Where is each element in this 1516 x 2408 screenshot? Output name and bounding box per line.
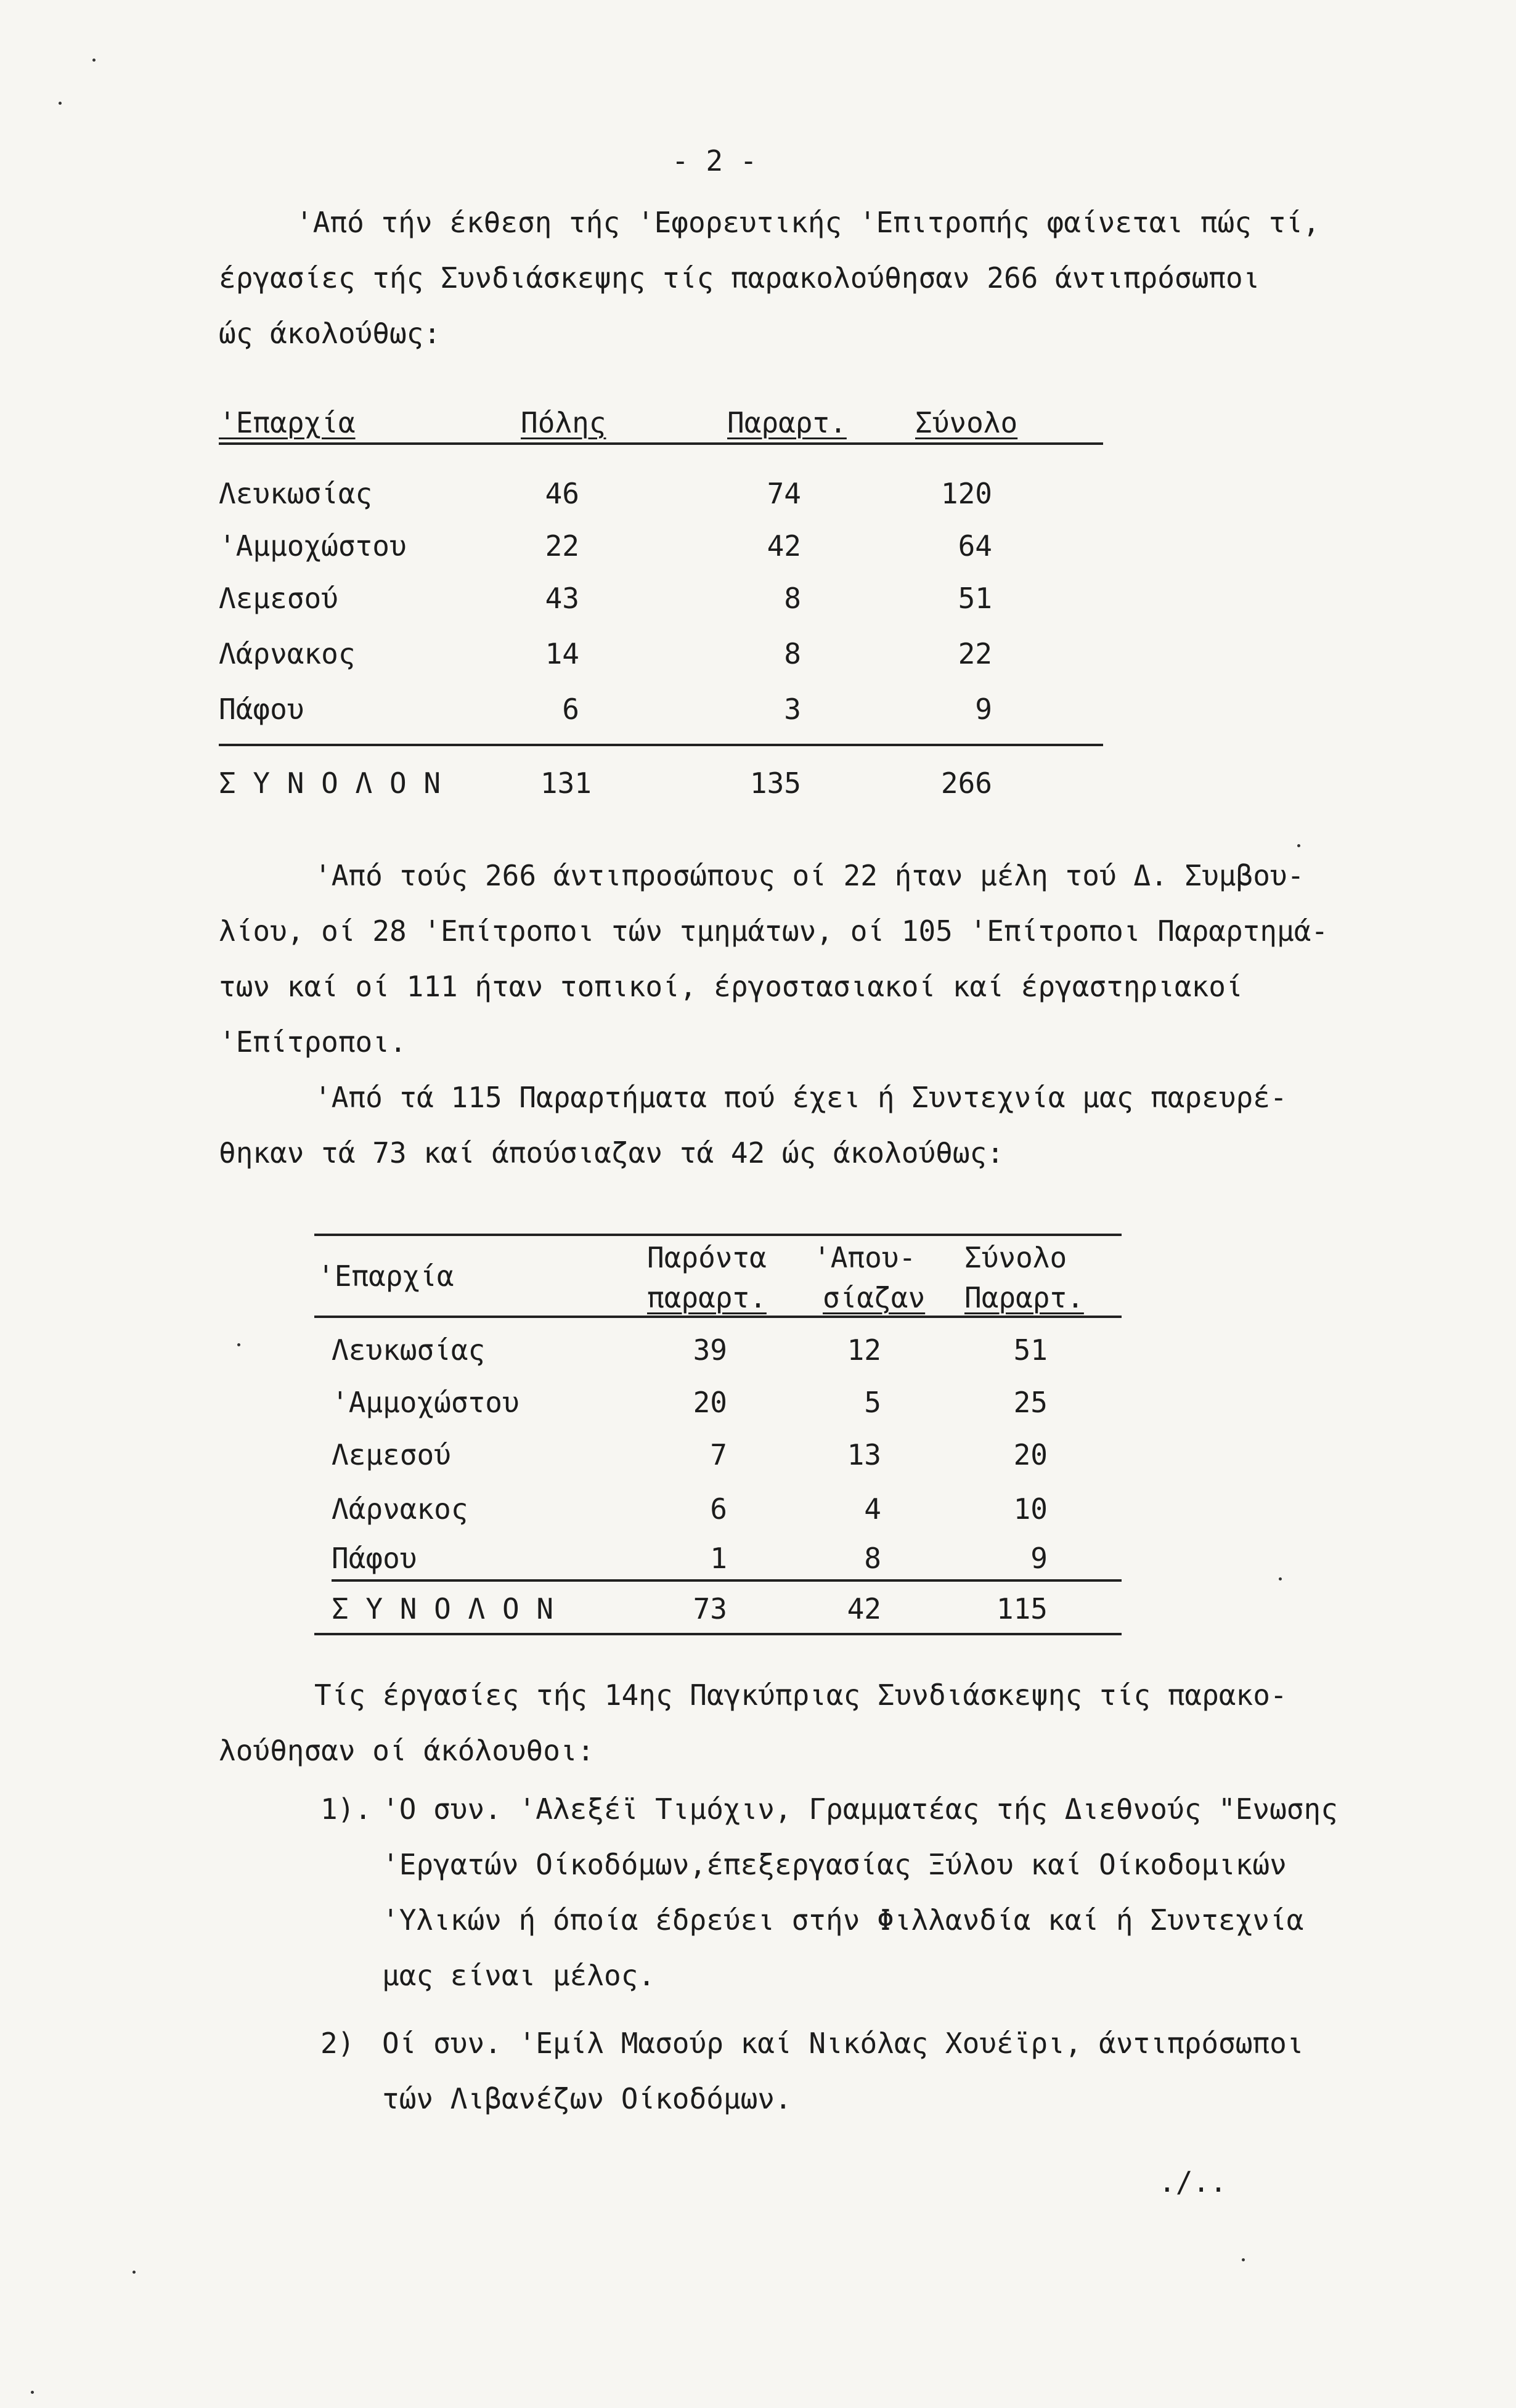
scan-speck bbox=[132, 2271, 136, 2274]
table1-row-4-province: Λάρνακος bbox=[219, 637, 356, 670]
table1-row-5-total: 9 bbox=[975, 693, 992, 726]
para2-line-2: λίου, οί 28 'Επίτροποι τών τμημάτων, οί 105 'Επίτροποι Παραρτημά- bbox=[219, 914, 1329, 948]
table2-row-3-total: 20 bbox=[1013, 1438, 1048, 1471]
list-item-1-line-4: μας είναι μέλος. bbox=[382, 1959, 656, 1992]
continuation-mark: ./.. bbox=[1159, 2165, 1227, 2199]
table2-row-1-absent: 12 bbox=[847, 1333, 881, 1367]
table2-top-rule bbox=[314, 1234, 1122, 1236]
table1-header-branches: Παραρτ. bbox=[727, 406, 847, 439]
table1-total-total: 266 bbox=[940, 767, 992, 800]
table2-row-4-total: 10 bbox=[1013, 1492, 1048, 1526]
table1-row-2-province: 'Αμμοχώστου bbox=[219, 529, 407, 563]
scan-speck bbox=[1279, 1577, 1282, 1580]
list-item-1-marker: 1). bbox=[320, 1792, 372, 1826]
table2-total-total: 115 bbox=[996, 1592, 1048, 1625]
table2-pre-total-rule bbox=[332, 1579, 1122, 1582]
list-item-1-line-2: 'Εργατών Οίκοδόμων,έπεξεργασίας Ξύλου καί Οίκοδομικών bbox=[382, 1848, 1287, 1881]
table1-total-rule bbox=[219, 744, 1103, 746]
intro-line-2: έργασίες τής Συνδιάσκεψης τίς παρακολούθησαν 266 άντιπρόσωποι bbox=[219, 261, 1260, 295]
table2-header-present-2: παραρτ. bbox=[647, 1281, 767, 1314]
table2-bottom-rule bbox=[314, 1633, 1122, 1635]
table2-header-absent-1: 'Απου- bbox=[813, 1241, 916, 1274]
table1-row-2-total: 64 bbox=[958, 529, 992, 563]
table1-row-1-total: 120 bbox=[940, 477, 992, 510]
table1-row-5-province: Πάφου bbox=[219, 693, 304, 726]
intro-line-3: ώς άκολούθως: bbox=[219, 317, 441, 350]
table1-total-city: 131 bbox=[540, 767, 592, 800]
scan-speck bbox=[92, 59, 96, 62]
table1-row-1-branches: 74 bbox=[767, 477, 801, 510]
para2-line-4: 'Επίτροποι. bbox=[219, 1025, 407, 1059]
page-number: - 2 - bbox=[672, 144, 757, 177]
table2-row-3-absent: 13 bbox=[847, 1438, 881, 1471]
table2-header-total-1: Σύνολο bbox=[964, 1241, 1067, 1274]
para3-line-2: θηκαν τά 73 καί άπούσιαζαν τά 42 ώς άκολούθως: bbox=[219, 1136, 1004, 1169]
table1-row-5-branches: 3 bbox=[784, 693, 801, 726]
list-item-2-line-1: Οί συν. 'Εμίλ Μασούρ καί Νικόλας Χουέϊρι, άντιπρόσωποι bbox=[382, 2027, 1304, 2060]
table1-row-1-city: 46 bbox=[545, 477, 579, 510]
table2-row-1-present: 39 bbox=[693, 1333, 727, 1367]
para2-line-1: 'Από τούς 266 άντιπροσώπους οί 22 ήταν μέλη τού Δ. Συμβου- bbox=[314, 859, 1305, 892]
scan-speck bbox=[1242, 2258, 1245, 2261]
table2-row-1-province: Λευκωσίας bbox=[332, 1333, 486, 1367]
table2-row-3-province: Λεμεσού bbox=[332, 1438, 451, 1471]
para2-line-3: των καί οί 111 ήταν τοπικοί, έργοστασιακοί καί έργαστηριακοί bbox=[219, 970, 1243, 1003]
table1-row-1-province: Λευκωσίας bbox=[219, 477, 373, 510]
list-item-1-line-1: 'Ο συν. 'Αλεξέϊ Τιμόχιν, Γραμματέας τής Διεθνούς "Ενωσης bbox=[382, 1792, 1338, 1826]
table2-total-absent: 42 bbox=[847, 1592, 881, 1625]
scan-speck bbox=[31, 2391, 34, 2394]
table2-row-2-province: 'Αμμοχώστου bbox=[332, 1386, 520, 1419]
table2-row-2-total: 25 bbox=[1013, 1386, 1048, 1419]
table1-row-2-branches: 42 bbox=[767, 529, 801, 563]
table2-header-total-2: Παραρτ. bbox=[964, 1281, 1084, 1314]
para4-line-1: Τίς έργασίες τής 14ης Παγκύπριας Συνδιάσκεψης τίς παρακο- bbox=[314, 1678, 1287, 1712]
para3-line-1: 'Από τά 115 Παραρτήματα πού έχει ή Συντεχνία μας παρευρέ- bbox=[314, 1081, 1287, 1114]
list-item-2-line-2: τών Λιβανέζων Οίκοδόμων. bbox=[382, 2082, 792, 2115]
table2-total-label: Σ Υ Ν Ο Λ Ο Ν bbox=[332, 1592, 554, 1625]
table1-row-5-city: 6 bbox=[562, 693, 579, 726]
table2-row-3-present: 7 bbox=[710, 1438, 727, 1471]
table1-row-3-city: 43 bbox=[545, 582, 579, 615]
table2-row-5-absent: 8 bbox=[864, 1542, 881, 1575]
para4-line-2: λούθησαν οί άκόλουθοι: bbox=[219, 1734, 595, 1767]
table2-row-4-absent: 4 bbox=[864, 1492, 881, 1526]
scan-speck bbox=[1297, 844, 1300, 847]
table1-row-3-branches: 8 bbox=[784, 582, 801, 615]
table2-row-1-total: 51 bbox=[1013, 1333, 1048, 1367]
scan-speck bbox=[59, 102, 62, 105]
table1-total-branches: 135 bbox=[749, 767, 801, 800]
table2-row-5-present: 1 bbox=[710, 1542, 727, 1575]
table1-header-rule bbox=[219, 442, 1103, 445]
table2-row-4-province: Λάρνακος bbox=[332, 1492, 468, 1526]
table2-row-5-province: Πάφου bbox=[332, 1542, 417, 1575]
table2-row-2-present: 20 bbox=[693, 1386, 727, 1419]
table2-row-2-absent: 5 bbox=[864, 1386, 881, 1419]
table2-header-rule bbox=[314, 1316, 1122, 1318]
table2-row-4-present: 6 bbox=[710, 1492, 727, 1526]
scan-speck bbox=[237, 1343, 240, 1346]
intro-line-1: 'Από τήν έκθεση τής 'Εφορευτικής 'Επιτροπής φαίνεται πώς τί, bbox=[296, 206, 1320, 239]
table1-row-4-branches: 8 bbox=[784, 637, 801, 670]
table1-header-city: Πόλης bbox=[521, 406, 606, 439]
table2-header-present-1: Παρόντα bbox=[647, 1241, 767, 1274]
table1-row-3-total: 51 bbox=[958, 582, 992, 615]
list-item-1-line-3: 'Υλικών ή όποία έδρεύει στήν Φιλλανδία καί ή Συντεχνία bbox=[382, 1903, 1304, 1937]
table2-row-5-total: 9 bbox=[1030, 1542, 1048, 1575]
table1-row-3-province: Λεμεσού bbox=[219, 582, 338, 615]
list-item-2-marker: 2) bbox=[320, 2027, 355, 2060]
table2-header-absent-2: σίαζαν bbox=[823, 1281, 926, 1314]
table1-header-total: Σύνολο bbox=[915, 406, 1018, 439]
table2-total-present: 73 bbox=[693, 1592, 727, 1625]
table1-total-label: Σ Υ Ν Ο Λ Ο Ν bbox=[219, 767, 441, 800]
table2-header-province: 'Επαρχία bbox=[317, 1259, 454, 1293]
table1-row-4-city: 14 bbox=[545, 637, 579, 670]
table1-row-2-city: 22 bbox=[545, 529, 579, 563]
table1-header-province: 'Επαρχία bbox=[219, 406, 356, 439]
table1-row-4-total: 22 bbox=[958, 637, 992, 670]
